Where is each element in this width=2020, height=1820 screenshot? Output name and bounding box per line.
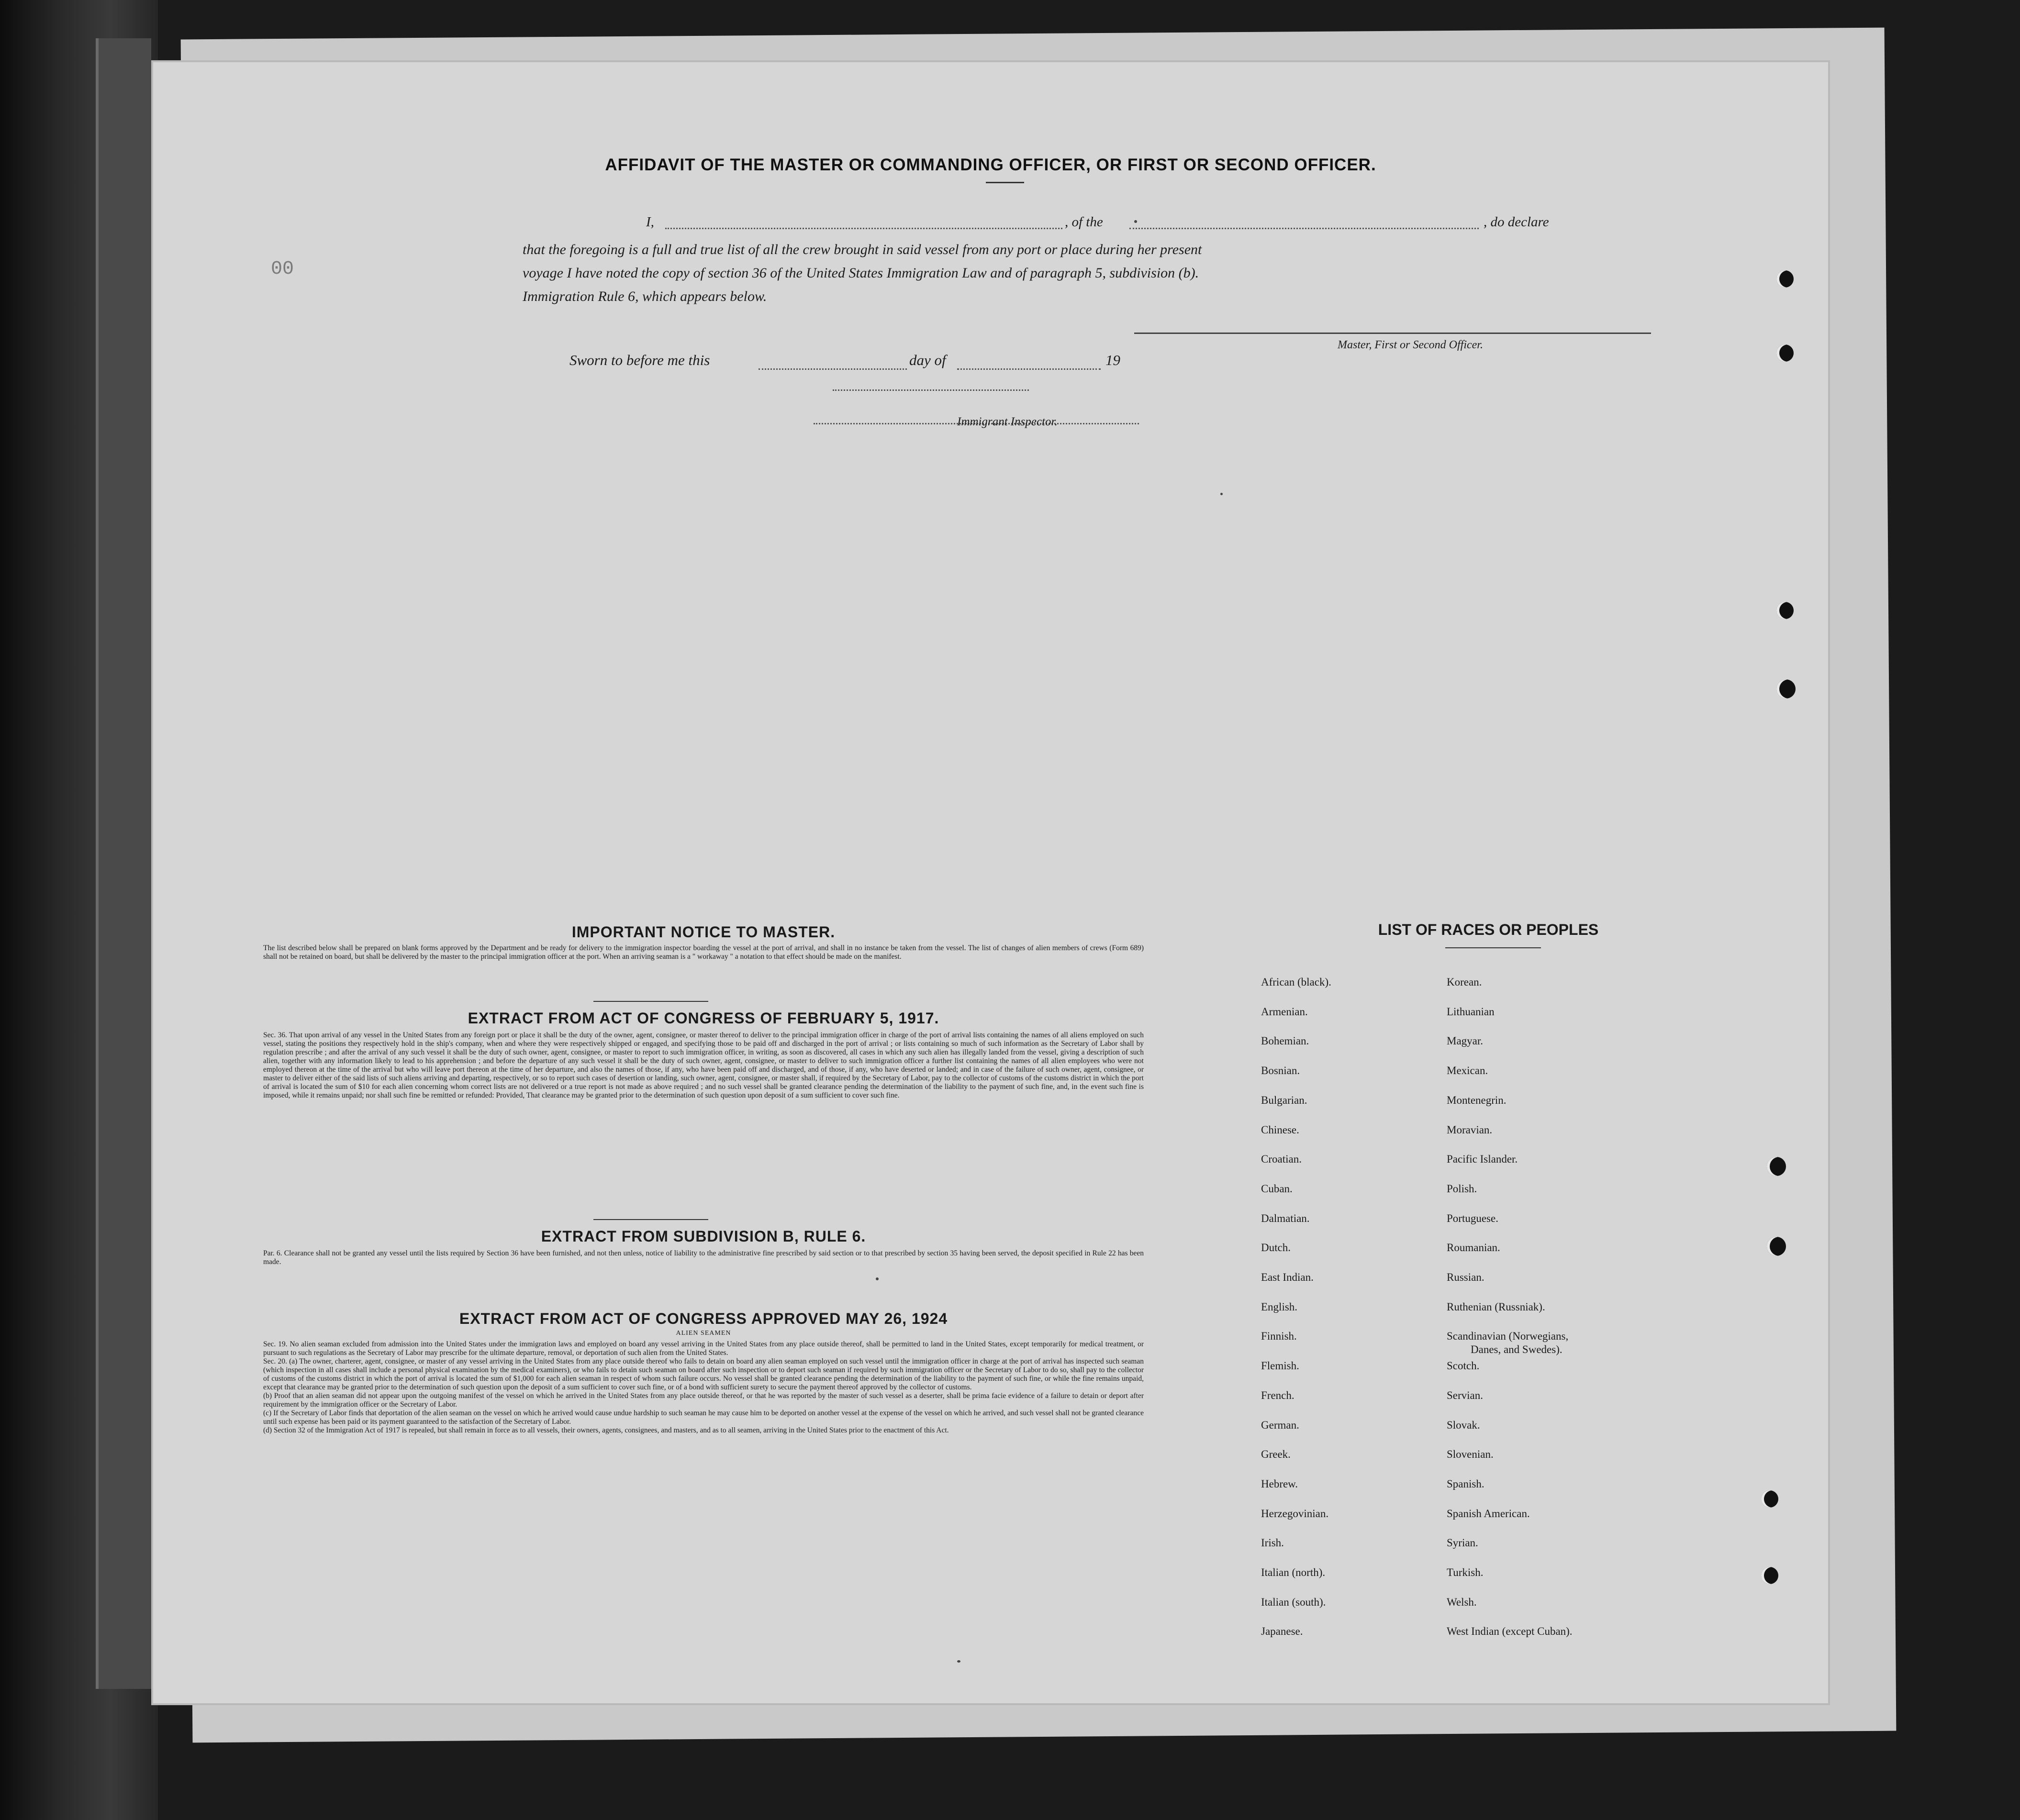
races-title: LIST OF RACES OR PEOPLES [1378,921,1599,938]
notice-title: IMPORTANT NOTICE TO MASTER. [571,923,836,941]
extract-1917-title: EXTRACT FROM ACT OF CONGRESS OF FEBRUARY 5, 1917. [468,1010,939,1027]
race-item: Dalmatian. [1261,1212,1310,1224]
race-item: Korean. [1447,976,1482,988]
race-item: Croatian. [1261,1153,1302,1165]
punch-hole [1776,602,1794,619]
race-item: Irish. [1261,1537,1284,1549]
race-item: Roumanian. [1447,1242,1500,1254]
race-item: Italian (north). [1261,1566,1326,1578]
race-item: Scandinavian (Norwegians, [1447,1330,1569,1343]
race-item: Cuban. [1261,1182,1293,1195]
sworn-prefix: Sworn to before me this [569,352,710,368]
punch-hole [1776,344,1794,362]
extract-1917-text: Sec. 36. That upon arrival of any vessel in the United States from any foreign port or place it shall be the duty of the owner, agent, consignee, or master thereof to deliver to the principal immigration officer in charge of the port of arrival lists containing the names of all aliens employed on such vessel, stating the positions they respectively hold in the ship's company, when and where they were respectively shipped or engaged, and specifying those to be paid off and discharged in the port of arrival ; or lists containing so much of such information as the Secretary of Labor shall by regulation prescribe ; and after the arrival of any such vessel it shall be the duty of such owner, agent, consignee, or master to report to such immigration officer, in writing, as soon as discovered, all cases in which any such alien has illegally landed from the vessel, giving a description of such alien, together with any information likely to lead to his apprehension ; and before the departure of any such vessel it shall be the duty of such owner, agent, consignee, or master to deliver to such immigration officer a further list containing the names of all alien employees who were not employed thereon at the time of the arrival but who will leave port thereon at the time of her departure, and also the names of those, if any, who have been paid off and discharged, and of those, if any, who have deserted or landed; and in case of the failure of such owner, agent, consignee, or master to deliver either of the said lists of such aliens arriving and departing, respectively, or so to report such cases of desertion or landing, such owner, agent, consignee, or master shall, if required by the Secretary of Labor, pay to the collector of customs of the customs district in which the port of arrival is located the sum of $10 for each alien concerning whom correct lists are not delivered or a true report is not made as above required ; and no such vessel shall be granted clearance pending the determination of the liability to the payment of such fine, and, in the event such fine is imposed, while it remains unpaid; nor shall such fine be remitted or refunded: Provided, That clearance may be granted prior to the determination of such question upon deposit of a sum sufficient to cover such fine. [263,1031,1144,1099]
race-item: Spanish American. [1447,1507,1530,1520]
race-item: Scotch. [1447,1360,1480,1372]
extract-paragraph: (b) Proof that an alien seaman did not appear upon the outgoing manifest of the vessel on which he arrived in the United States from any place outside thereof, or that he was reported by the master of such vessel as a deserter, shall be prima facie evidence of a failure to detain or deport after requirement by the immigration officer or the Secretary of Labor. [263,1392,1144,1409]
ink-speck [1134,220,1137,223]
race-item: Danes, and Swedes). [1471,1343,1562,1356]
ink-speck [1220,493,1223,495]
race-item: Chinese. [1261,1123,1299,1136]
inspector-label: Immigrant Inspector. [957,415,1058,428]
ink-speck [876,1277,879,1280]
divider [593,1219,708,1220]
race-item: Hebrew. [1261,1477,1298,1490]
document-page [153,62,1828,1703]
race-item: Montenegrin. [1447,1094,1507,1106]
name-blank [665,228,1062,229]
race-item: English. [1261,1300,1298,1313]
extract-paragraph: (d) Section 32 of the Immigration Act of 1917 is repealed, but shall remain in force as to all vessels, their owners, agents, consignees, and masters, and as to all seamen, arriving in the United States prior to the enactment of this Act. [263,1426,949,1434]
extract-paragraph: Sec. 20. (a) The owner, charterer, agent, consignee, or master of any vessel arriving in the United States from any place outside thereof who fails to detain on board any alien seaman employed on such vessel until the immigration officer in charge at the port of arrival has inspected such seaman (which inspection in all cases shall include a personal physical examination by the medical examiners), or who fails to detain such seaman on board after such inspection or to deport such seaman if required by such immigration officer or the Secretary of Labor to do so, shall pay to the collector of customs of the customs district in which the port of arrival is located the sum of $1,000 for each alien seaman in respect of whom such failure occurs. No vessel shall be granted clearance pending the determination of the liability to the payment of such fine, or while the fine remains unpaid, except that clearance may be granted prior to the determination of such question upon the deposit of a sum sufficient to cover such fine, or of a bond with sufficient surety to secure the payment thereof approved by the collector of customs. [263,1357,1144,1391]
month-blank [957,368,1101,370]
page-stamp-number: 00 [271,258,294,280]
race-item: Turkish. [1447,1566,1484,1578]
extract-1917 [263,1010,1144,1100]
declaration-do: , do declare [1484,214,1549,230]
notice-text: The list described below shall be prepared on blank forms approved by the Department and be ready for delivery to the immigration inspector boarding the vessel at the port of arrival, and shall in no instance be taken from the vessel. The list of changes of alien members of crews (Form 689) shall not be retained on board, but shall be delivered by the master to the principal immigration officer at the port. When an arriving seaman is a " workaway " a notation to that effect should be made on the manifest. [263,944,1144,961]
race-item: Flemish. [1261,1360,1299,1372]
race-item: Servian. [1447,1389,1484,1401]
extract-1924-text [263,1340,1144,1435]
race-item: Armenian. [1261,1005,1308,1018]
race-item: Welsh. [1447,1596,1477,1608]
race-item: Greek. [1261,1448,1291,1461]
important-notice [263,923,1144,961]
race-item: Polish. [1447,1182,1477,1195]
extract-rule-6-title: EXTRACT FROM SUBDIVISION B, RULE 6. [541,1228,866,1245]
extract-paragraph: Sec. 19. No alien seaman excluded from admission into the United States under the immigration laws and employed on board any vessel arriving in the United States from any place outside thereof, shall be permitted to land in the United States, except temporarily for medical treatment, or pursuant to such regulations as the Secretary of Labor may prescribe for the ultimate departure, removal, or deportation of such alien from the United States. [263,1340,1144,1357]
race-item: French. [1261,1389,1295,1401]
race-item: Pacific Islander. [1447,1153,1518,1165]
race-item: Magyar. [1447,1035,1484,1047]
divider [1445,947,1541,948]
punch-hole [1767,1237,1786,1256]
race-item: Italian (south). [1261,1596,1326,1608]
signature-line [1134,333,1651,334]
affidavit-line: voyage I have noted the copy of section 36 of the United States Immigration Law and of paragraph 5, subdivision (b). [523,265,1199,281]
race-item: Mexican. [1447,1065,1488,1077]
extract-rule-6 [263,1228,1144,1266]
day-blank [759,368,907,370]
race-item: Dutch. [1261,1242,1291,1254]
affidavit-text [523,238,1638,308]
sworn-year: 19 [1105,352,1120,368]
punch-hole [1776,270,1794,288]
race-item: Russian. [1447,1271,1484,1283]
declaration-of: , of the [1065,214,1103,230]
binder-strip [96,38,151,1689]
race-item: German. [1261,1419,1299,1431]
sworn-underline [833,389,1029,391]
title-rule [986,182,1024,183]
race-item: Japanese. [1261,1625,1303,1638]
race-item: Finnish. [1261,1330,1297,1343]
sworn-day-of: day of [909,352,946,368]
race-item: Slovenian. [1447,1448,1494,1461]
race-item: West Indian (except Cuban). [1447,1625,1573,1638]
race-item: Herzegovinian. [1261,1507,1329,1520]
race-item: East Indian. [1261,1271,1314,1283]
affidavit-title: AFFIDAVIT OF THE MASTER OR COMMANDING OFFICER, OR FIRST OR SECOND OFFICER. [605,155,1376,174]
race-item: Bulgarian. [1261,1094,1307,1106]
divider [593,1001,708,1002]
race-item: Portuguese. [1447,1212,1498,1224]
affidavit-line: Immigration Rule 6, which appears below. [523,289,767,304]
punch-hole [1767,1157,1786,1176]
signature-label: Master, First or Second Officer. [1338,339,1483,351]
punch-hole [1761,1490,1778,1508]
race-item: Slovak. [1447,1419,1480,1431]
race-item: African (black). [1261,976,1331,988]
race-item: Syrian. [1447,1537,1478,1549]
race-item: Lithuanian [1447,1005,1495,1018]
vessel-blank [1129,228,1479,229]
race-item: Moravian. [1447,1123,1493,1136]
extract-paragraph: (c) If the Secretary of Labor finds that deportation of the alien seaman on the vessel on which he arrived would cause undue hardship to such seaman he may cause him to be deported on another vessel at the expense of the vessel on which he arrived, and such vessel shall not be granted clearance until such expense has been paid or its payment guaranteed to the satisfaction of the Secretary of Labor. [263,1409,1144,1426]
race-item: Bohemian. [1261,1035,1309,1047]
extract-rule-6-text: Par. 6. Clearance shall not be granted any vessel until the lists required by Section 36 have been furnished, and not then unless, notice of liability to the administrative fine prescribed by said section or to that prescribed by section 35 having been served, the deposit specified in Rule 22 has been made. [263,1249,1144,1266]
race-item: Bosnian. [1261,1065,1300,1077]
punch-hole [1776,679,1796,699]
extract-1924 [263,1310,1144,1435]
punch-hole [1761,1567,1778,1584]
race-item: Ruthenian (Russniak). [1447,1300,1545,1313]
affidavit-line: that the foregoing is a full and true list of all the crew brought in said vessel from any port or place during her present [523,242,1202,257]
extract-1924-title: EXTRACT FROM ACT OF CONGRESS APPROVED MAY 26, 1924 [459,1310,948,1327]
alien-seamen-heading: ALIEN SEAMEN [676,1330,731,1337]
declaration-i: I, [646,214,654,230]
ink-speck [957,1660,960,1663]
race-item: Spanish. [1447,1477,1484,1490]
